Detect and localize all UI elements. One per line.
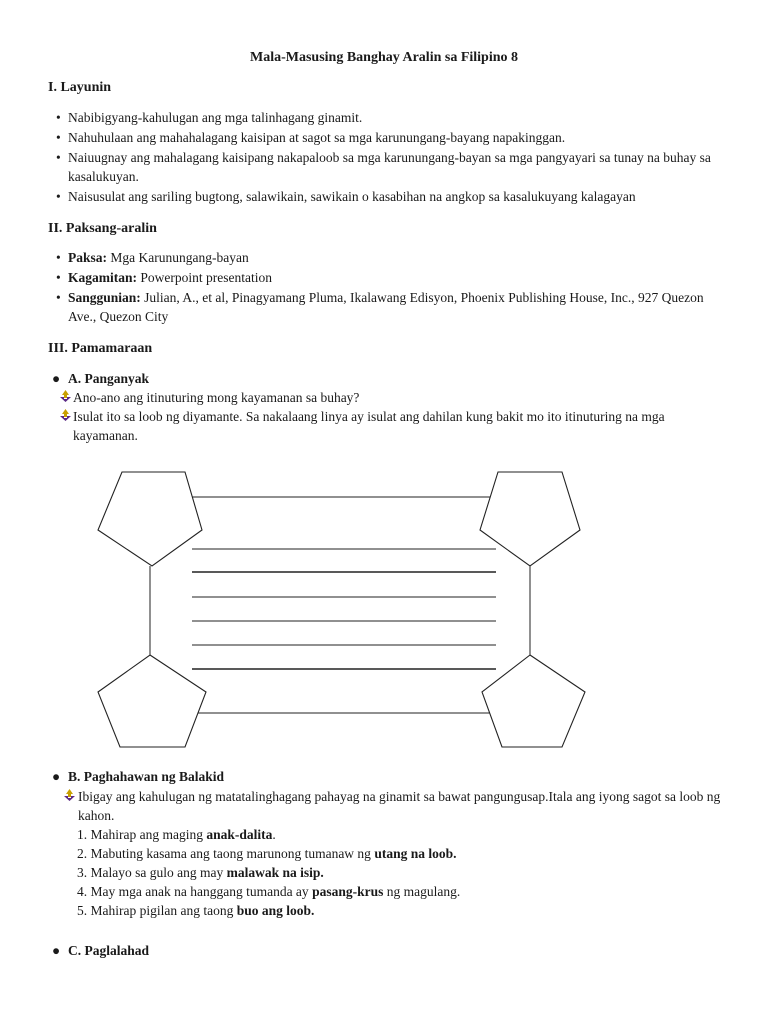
pentagon-bottom-right xyxy=(482,655,585,747)
item-text: May mga anak na hanggang tumanda ay xyxy=(87,884,313,899)
bullet-icon: ● xyxy=(52,769,61,784)
item-idiom: utang na loob. xyxy=(374,846,457,861)
list-item: • Nabibigyang-kahulugan ang mga talinhagang ginamit. xyxy=(56,108,716,127)
list-item xyxy=(77,863,460,882)
subsection-heading: B. Paghahawan ng Balakid xyxy=(68,769,225,784)
list-item: • Nahuhulaan ang mahahalagang kaisipan at sagot sa mga karunungang-bayang napakinggan. xyxy=(56,128,716,147)
item-idiom: pasang-krus xyxy=(312,884,384,899)
subsection-heading: A. Panganyak xyxy=(68,371,150,386)
list-item xyxy=(77,825,460,844)
panganyak-line-1 xyxy=(60,388,723,407)
bullet-icon: ● xyxy=(52,371,61,386)
balakid-items xyxy=(77,825,460,920)
subsection-heading: C. Paglalahad xyxy=(68,943,150,958)
bullet-icon: ● xyxy=(52,943,61,958)
arrow-bullet-icon xyxy=(60,390,71,402)
subsection-paghahawan xyxy=(52,767,224,786)
list-item: • Naiuugnay ang mahalagang kaisipang nakapaloob sa mga karunungang-bayan sa mga pangyayari sa tunay na buhay sa kasalukuyan. xyxy=(56,148,716,186)
sanggunian-label: Sanggunian: xyxy=(68,290,141,305)
paghahawan-instruction xyxy=(64,787,724,825)
item-number: 5. xyxy=(77,903,88,918)
item-text: Malayo sa gulo ang may xyxy=(87,865,227,880)
pentagon-top-right xyxy=(480,472,580,566)
panganyak-question: Ano-ano ang itinuturing mong kayamanan sa buhay? xyxy=(73,390,360,405)
list-item-paksa xyxy=(56,248,716,267)
item-idiom: malawak na isip. xyxy=(226,865,324,880)
page-title: Mala-Masusing Banghay Aralin sa Filipino 8 xyxy=(250,50,518,65)
pentagon-bottom-left xyxy=(98,655,206,747)
list-item-sanggunian xyxy=(56,288,716,326)
diamond-lines-diagram xyxy=(0,460,768,760)
kagamitan-label: Kagamitan: xyxy=(68,270,137,285)
arrow-bullet-icon xyxy=(60,409,71,421)
section-heading-pamamaraan: III. Pamamaraan xyxy=(48,341,153,356)
item-number: 2. xyxy=(77,846,88,861)
item-text: Mabuting kasama ang taong marunong tumanaw ng xyxy=(87,846,375,861)
item-number: 3. xyxy=(77,865,88,880)
item-number: 1. xyxy=(77,827,88,842)
item-idiom: buo ang loob. xyxy=(236,903,315,918)
list-item xyxy=(77,844,460,863)
sanggunian-value: Julian, A., et al, Pinagyamang Pluma, Ikalawang Edisyon, Phoenix Publishing House, Inc., 927 Quezon Ave., Quezon City xyxy=(68,290,704,324)
paksa-label: Paksa: xyxy=(68,250,108,265)
item-text-end: . xyxy=(272,827,276,842)
item-text: Mahirap ang maging xyxy=(87,827,207,842)
list-item xyxy=(77,901,460,920)
kagamitan-value: Powerpoint presentation xyxy=(137,270,272,285)
list-item xyxy=(77,882,460,901)
paksa-value: Mga Karunungang-bayan xyxy=(107,250,249,265)
item-text-end: ng magulang. xyxy=(383,884,461,899)
panganyak-instruction: Isulat ito sa loob ng diyamante. Sa nakalaang linya ay isulat ang dahilan kung bakit mo ito itinuturing na mga kayamanan. xyxy=(73,409,665,443)
item-number: 4. xyxy=(77,884,88,899)
layunin-list xyxy=(56,108,716,207)
list-item: • Naisusulat ang sariling bugtong, salawikain, sawikain o kasabihan na angkop sa kasalukuyang kalagayan xyxy=(56,187,716,206)
list-item-kagamitan xyxy=(56,268,716,287)
pentagon-top-left xyxy=(98,472,202,566)
subsection-paglalahad xyxy=(52,941,149,960)
item-text: Mahirap pigilan ang taong xyxy=(87,903,237,918)
section-heading-paksang-aralin: II. Paksang-aralin xyxy=(48,221,157,236)
section-heading-layunin: I. Layunin xyxy=(48,80,112,95)
paksang-aralin-list xyxy=(56,248,716,327)
instruction-text: Ibigay ang kahulugan ng matatalinghagang pahayag na ginamit sa bawat pangungusap.Itala ang iyong sagot sa loob ng kahon. xyxy=(78,789,721,823)
panganyak-line-2 xyxy=(60,407,723,445)
arrow-bullet-icon xyxy=(64,789,75,801)
item-idiom: anak-dalita xyxy=(206,827,273,842)
subsection-panganyak xyxy=(52,369,149,388)
